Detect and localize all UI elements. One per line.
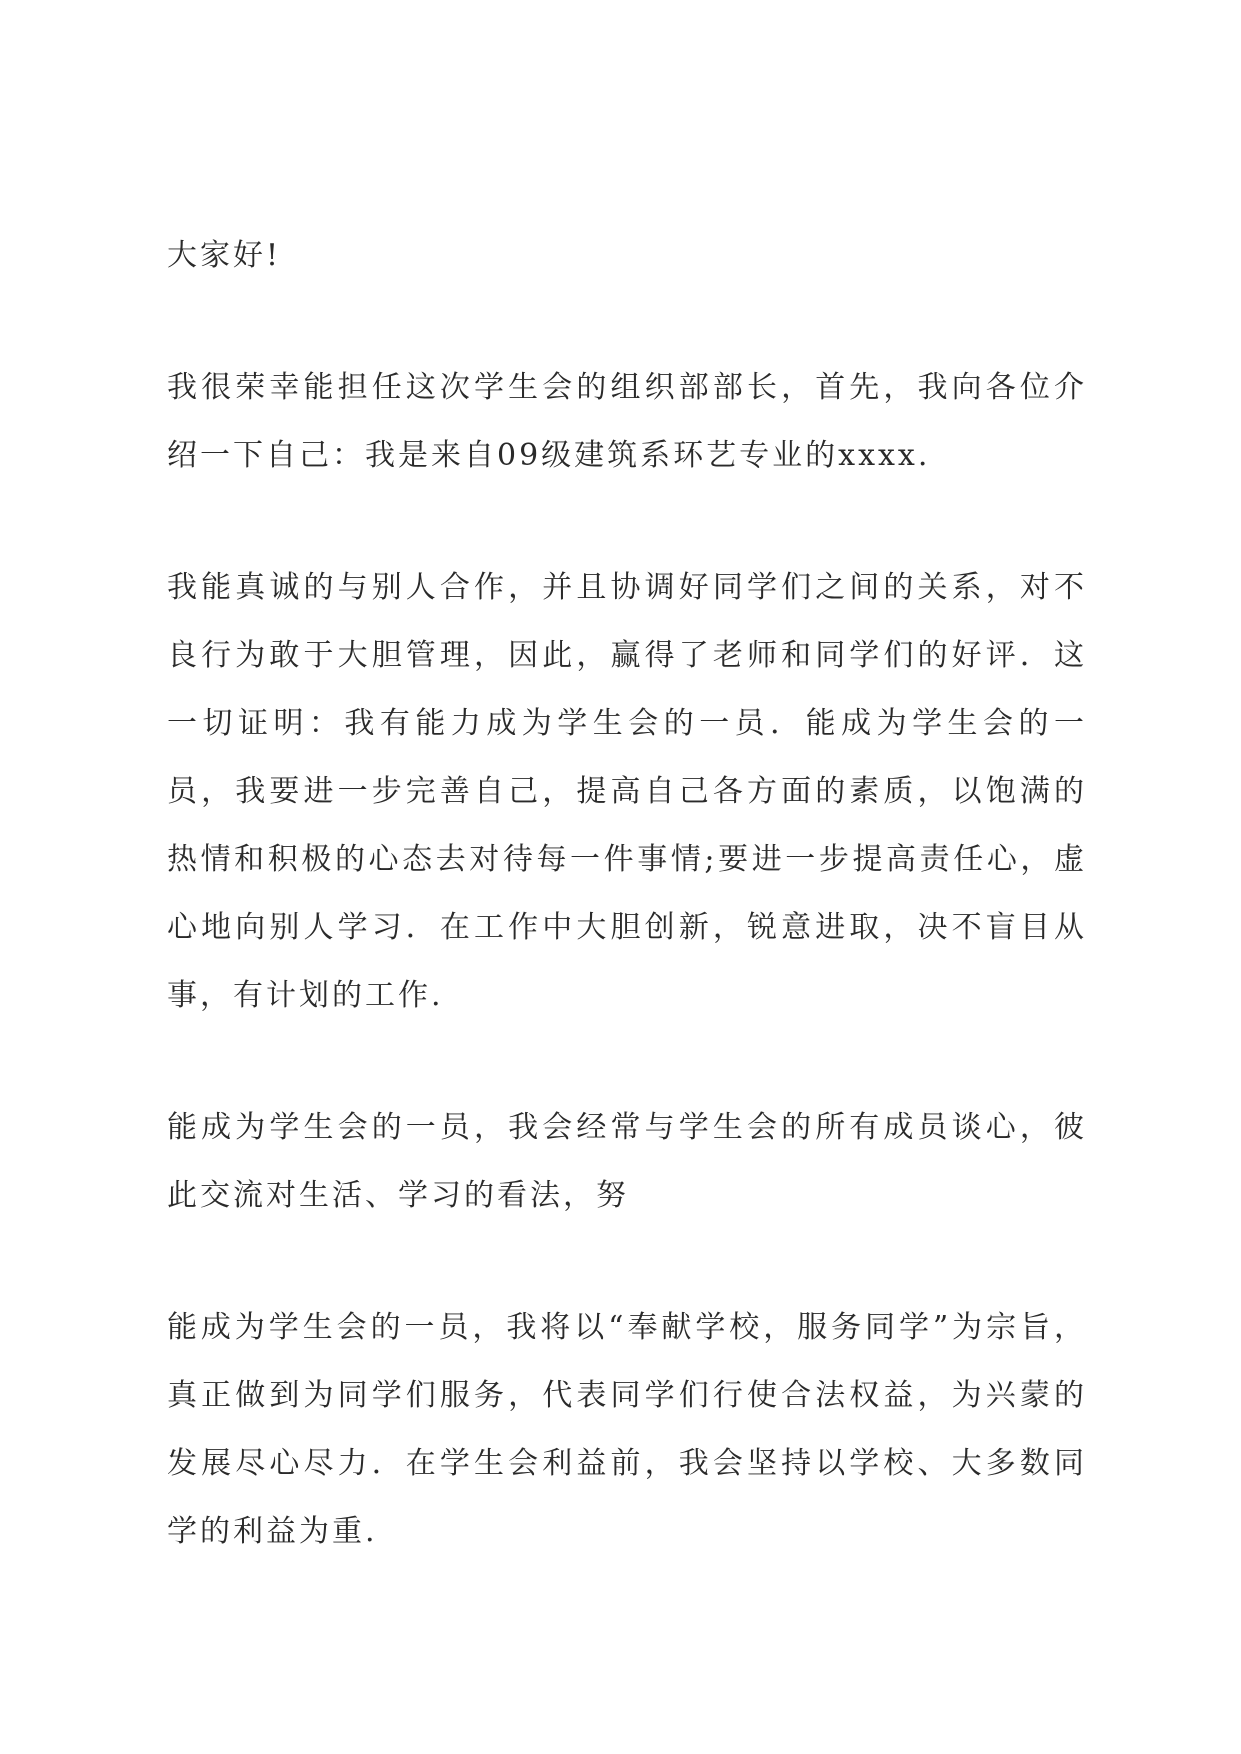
greeting: 大家好!: [167, 238, 282, 273]
paragraph-abilities: 我能真诚的与别人合作，并且协调好同学们之间的关系，对不良行为敢于大胆管理，因此，赢得了老师和同学们的好评．这一切证明：我有能力成为学生会的一员．能成为学生会的一员，我要进一步完善自己，提高自己各方面的素质，以饱满的热情和积极的心态去对待每一件事情;要进一步提高责任心，虚心地向别人学习．在工作中大胆创新，锐意进取，决不盲目从事，有计划的工作.: [167, 570, 1087, 1013]
paragraph-communication: 能成为学生会的一员，我会经常与学生会的所有成员谈心，彼此交流对生活、学习的看法，努: [167, 1110, 1087, 1213]
paragraph-intro: 我很荣幸能担任这次学生会的组织部部长，首先，我向各位介绍一下自己：我是来自09级建筑系环艺专业的xxxx.: [167, 370, 1087, 473]
paragraph-commitment: 能成为学生会的一员，我将以“奉献学校，服务同学”为宗旨，真正做到为同学们服务，代表同学们行使合法权益，为兴蒙的发展尽心尽力．在学生会利益前，我会坚持以学校、大多数同学的利益为重.: [167, 1310, 1087, 1549]
document-body: [167, 222, 1087, 1566]
